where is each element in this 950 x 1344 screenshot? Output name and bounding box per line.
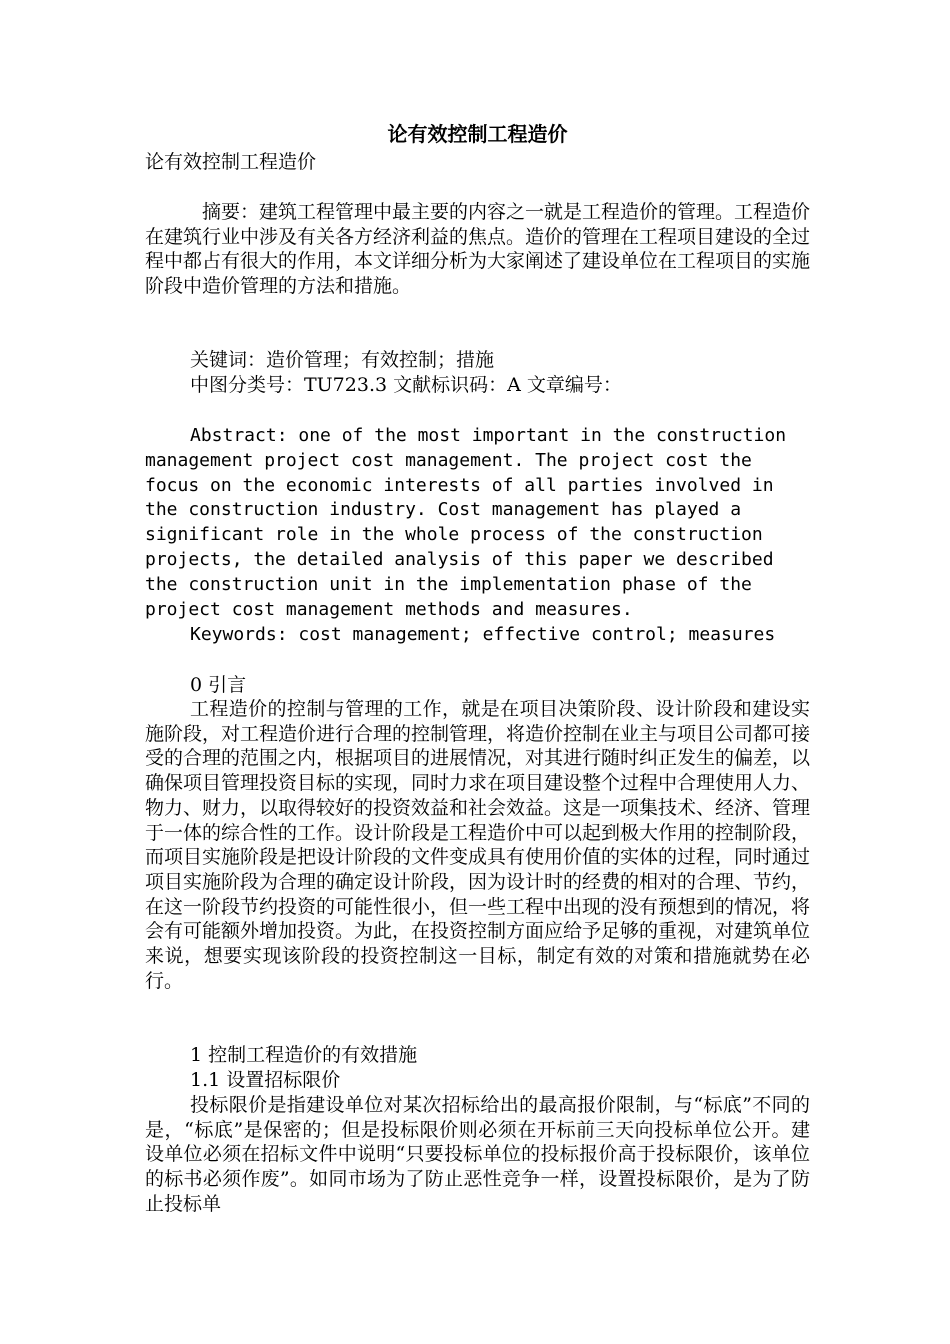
abstract-en: Abstract: one of the most important in the construction management project cost management. The project cost the focus on the economic interests of all parties involved in the construction industry. Cost management has played a significant role in the whole process of the construction projects, the detailed analysis of this paper we described the construction unit in the implementation phase of the project cost management methods and measures. — [145, 425, 797, 620]
section-0-body: 工程造价的控制与管理的工作，就是在项目决策阶段、设计阶段和建设实施阶段，对工程造价进行合理的控制管理，将造价控制在业主与项目公司都可接受的合理的范围之内，根据项目的进展情况，对其进行随时纠正发生的偏差，以确保项目管理投资目标的实现，同时力求在项目建设整个过程中合理使用人力、物力、财力，以取得较好的投资效益和社会效益。这是一项集技术、经济、管理于一体的综合性的工作。设计阶段是工程造价中可以起到极大作用的控制阶段，而项目实施阶段是把设计阶段的文件变成具有使用价值的实体的过程，同时通过项目实施阶段为合理的确定设计阶段，因为设计时的经费的相对的合理、节约，在这一阶段节约投资的可能性很小，但一些工程中出现的没有预想到的情况，将会有可能额外增加投资。为此，在投资控制方面应给予足够的重视，对建筑单位来说，想要实现该阶段的投资控制这一目标，制定有效的对策和措施就势在必行。 — [145, 698, 811, 992]
section-1-1-body: 投标限价是指建设单位对某次招标给出的最高报价限制，与“标底”不同的是，“标底”是保密的；但是投标限价则必须在开标前三天向投标单位公开。建设单位必须在招标文件中说明“只要投标单位的投标报价高于投标限价，该单位的标书必须作废”。如同市场为了防止恶性竞争一样，设置投标限价，是为了防止投标单 — [145, 1094, 810, 1215]
section-1-1-heading: 1.1 设置招标限价 — [190, 1069, 341, 1091]
section-1-heading: 1 控制工程造价的有效措施 — [190, 1044, 418, 1066]
abstract-cn: 摘要：建筑工程管理中最主要的内容之一就是工程造价的管理。工程造价在建筑行业中涉及有关各方经济利益的焦点。造价的管理在工程项目建设的全过程中都占有很大的作用，本文详细分析为大家阐述了建设单位在工程项目的实施阶段中造价管理的方法和措施。 — [145, 201, 811, 298]
document-title: 论有效控制工程造价 — [387, 122, 568, 146]
keywords-cn: 关键词：造价管理；有效控制；措施 — [190, 349, 495, 371]
classification-line: 中图分类号：TU723.3 文献标识码：A 文章编号： — [190, 374, 622, 396]
document-subtitle: 论有效控制工程造价 — [145, 151, 317, 173]
section-0-heading: 0 引言 — [190, 674, 247, 696]
keywords-en: Keywords: cost management; effective control; measures — [190, 624, 776, 645]
